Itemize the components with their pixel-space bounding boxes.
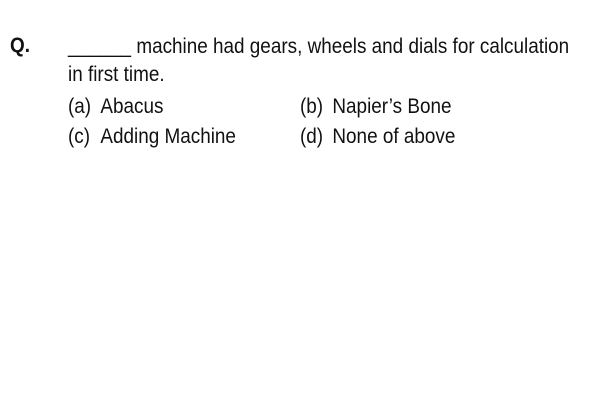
option-a[interactable] bbox=[68, 92, 163, 122]
question-line-1: ______ machine had gears, wheels and dials for calculation bbox=[68, 35, 570, 58]
option-d-letter: (d) bbox=[300, 125, 324, 148]
option-d[interactable] bbox=[300, 122, 455, 152]
question-marker: Q. bbox=[10, 34, 30, 57]
option-b-letter: (b) bbox=[300, 95, 324, 118]
option-d-text: None of above bbox=[332, 125, 456, 148]
option-c[interactable] bbox=[68, 122, 236, 152]
question-text bbox=[68, 33, 570, 89]
option-a-letter: (a) bbox=[68, 95, 92, 118]
question-line-2: in first time. bbox=[68, 63, 165, 86]
option-b[interactable] bbox=[300, 92, 451, 122]
option-c-text: Adding Machine bbox=[100, 125, 236, 148]
option-a-text: Abacus bbox=[100, 95, 164, 118]
option-c-letter: (c) bbox=[68, 125, 91, 148]
option-b-text: Napier’s Bone bbox=[332, 95, 452, 118]
